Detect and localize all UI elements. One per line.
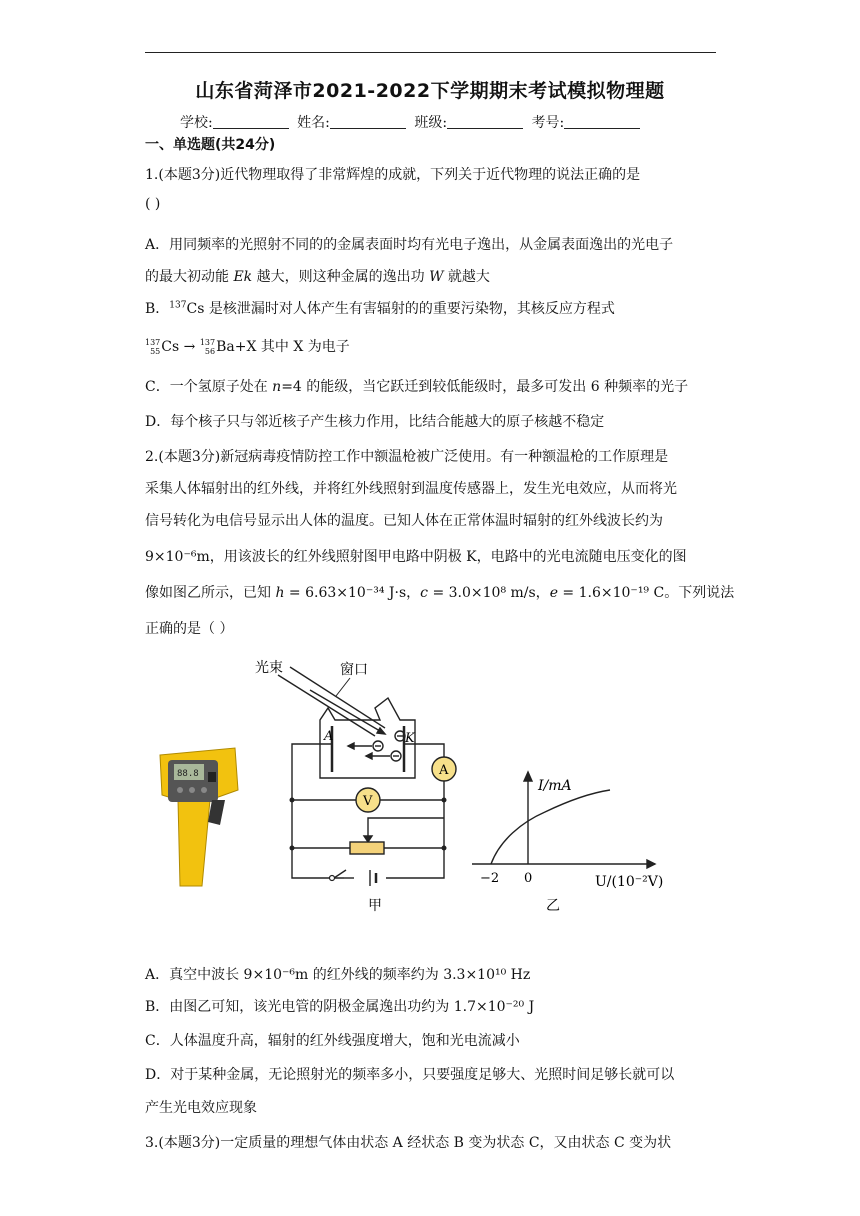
q1-option-c (145, 376, 688, 396)
q1-c-text2: =4 的能级，当它跃迁到较低能级时，最多可发出 6 种频率的光子 (281, 379, 689, 395)
q1-a-ek: Ek (233, 269, 253, 285)
graph-caption: 乙 (546, 898, 560, 914)
q1-a-text2: 越大，则这种金属的逸出功 (252, 269, 430, 285)
cathode-label: K (405, 731, 415, 746)
window-pointer (336, 678, 350, 696)
q1-b-text: Cs 是核泄漏时对人体产生有害辐射的的重要污染物，其核反应方程式 (186, 301, 615, 317)
header-rule (145, 52, 716, 53)
junction-dot (442, 846, 447, 851)
q1-option-b-line1 (145, 298, 615, 318)
q2-s5-e: e (549, 585, 558, 601)
eq-cs: Cs → (161, 339, 200, 355)
switch-contact (330, 876, 335, 881)
school-blank (213, 114, 289, 129)
q1-a-w: W (429, 269, 444, 285)
q2-s5-b: = 6.63×10⁻³⁴ J·s， (284, 585, 421, 601)
ammeter-label: A (439, 763, 449, 778)
eq-ba-nuclide (200, 338, 215, 356)
school-label: 学校: (180, 115, 213, 131)
class-blank (447, 114, 523, 129)
q1-option-a-line2 (145, 266, 490, 286)
name-blank (330, 114, 406, 129)
q2-option-a: A．真空中波长 9×10⁻⁶m 的红外线的频率约为 3.3×10¹⁰ Hz (145, 967, 531, 983)
number-blank (564, 114, 640, 129)
q1-answer-paren: ( ) (145, 196, 161, 212)
eq-cs-z: 55 (150, 347, 161, 356)
q2-figure (150, 650, 710, 920)
q2-s5-d: = 1.6×10⁻¹⁹ C。下列说法 (557, 585, 735, 601)
circuit-wires (292, 744, 444, 886)
q2-s5-c: c (420, 585, 428, 601)
name-label: 姓名: (297, 115, 330, 131)
student-info-row (180, 112, 644, 132)
eq-cs-mass: 137 (145, 338, 161, 347)
q1-a-text1: 的最大初动能 (145, 269, 234, 285)
q2-stem-line3: 信号转化为电信号显示出人体的温度。已知人体在正常体温时辐射的红外线波长约为 (145, 513, 663, 529)
eq-ba-mass: 137 (199, 338, 216, 347)
class-label: 班级: (414, 115, 448, 131)
anode-label: A (324, 729, 334, 744)
q1-option-b-equation (145, 336, 350, 356)
q2-option-c: C．人体温度升高，辐射的红外线强度增大，饱和光电流减小 (145, 1033, 520, 1049)
q2-option-d-line2: 产生光电效应现象 (145, 1100, 257, 1116)
q1-b-prefix: B． (145, 301, 170, 317)
eq-ba: Ba+X 其中 X 为电子 (216, 339, 350, 355)
thermometer-gun-image (160, 748, 238, 886)
voltmeter-label: V (363, 794, 373, 809)
q1-stem: 1.(本题3分)近代物理取得了非常辉煌的成就，下列关于近代物理的说法正确的是 (145, 167, 641, 183)
tick-0: 0 (524, 871, 533, 886)
eq-ba-z: 56 (204, 347, 216, 356)
q1-c-text1: C．一个氢原子处在 (145, 379, 273, 395)
q2-s5-a: 像如图乙所示，已知 (145, 585, 276, 601)
number-label: 考号: (531, 115, 565, 131)
q1-option-d: D．每个核子只与邻近核子产生核力作用，比结合能越大的原子核越不稳定 (145, 414, 605, 430)
x-axis-label: U/(10⁻²V) (595, 874, 664, 890)
junction-dot (290, 798, 295, 803)
q2-option-b: B．由图乙可知，该光电管的阴极金属逸出功约为 1.7×10⁻²⁰ J (145, 999, 535, 1015)
eq-cs-nuclide (145, 338, 160, 356)
q2-stem-line2: 采集人体辐射出的红外线，并将红外线照射到温度传感器上，发生光电效应，从而将光 (145, 481, 677, 497)
tick-neg2: −2 (480, 871, 500, 886)
q2-figure-svg (150, 650, 710, 920)
q2-s5-h: h (275, 585, 285, 601)
q1-a-text3: 就越大 (443, 269, 490, 285)
q1-c-n: n (272, 379, 282, 395)
q2-option-d-line1: D．对于某种金属，无论照射光的频率多小，只要强度足够大、光照时间足够长就可以 (145, 1067, 675, 1083)
q2-s5-cc: = 3.0×10⁸ m/s， (428, 585, 550, 601)
gun-screen-text: 88.8 (177, 769, 199, 779)
phototube (278, 667, 415, 778)
junction-dot (442, 798, 447, 803)
circuit-caption: 甲 (368, 898, 382, 914)
y-axis-label-text: I/mA (538, 778, 572, 794)
q2-stem-line1: 2.(本题3分)新冠病毒疫情防控工作中额温枪被广泛使用。有一种额温枪的工作原理是 (145, 449, 669, 465)
q1-option-a-line1: A．用同频率的光照射不同的的金属表面时均有光电子逸出，从金属表面逸出的光电子 (145, 237, 674, 253)
rheostat (350, 842, 384, 854)
page-title: 山东省菏泽市2021-2022下学期期末考试模拟物理题 (195, 80, 665, 102)
q1-b-mass: 137 (169, 300, 187, 311)
y-axis-label (537, 778, 572, 794)
q2-stem-line6: 正确的是（ ） (145, 621, 234, 637)
section-heading: 一、单选题(共24分) (145, 137, 276, 153)
junction-dot (290, 846, 295, 851)
q2-stem-line4: 9×10⁻⁶m，用该波长的红外线照射图甲电路中阴极 K，电路中的光电流随电压变化的图 (145, 549, 687, 565)
q3-stem-line1: 3.(本题3分)一定质量的理想气体由状态 A 经状态 B 变为状态 C，又由状态 C 变为状 (145, 1135, 672, 1151)
light-beam-label: 光束 (255, 660, 283, 676)
window-label: 窗口 (340, 662, 368, 678)
q2-stem-line5 (145, 582, 734, 602)
